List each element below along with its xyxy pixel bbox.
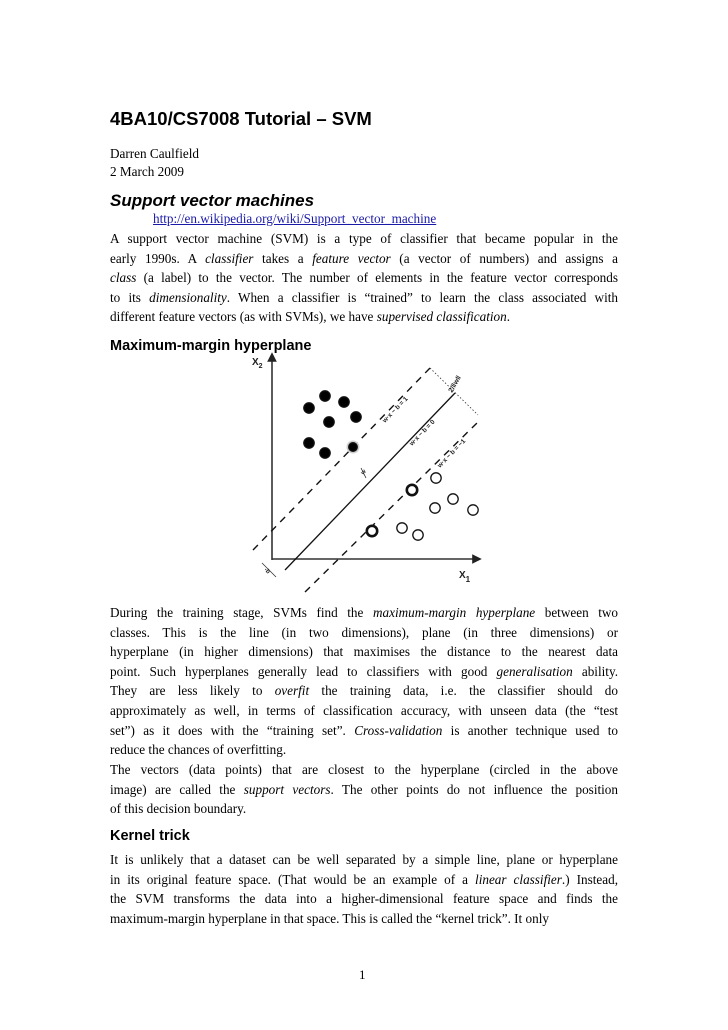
- paragraph-kernel-trick: [110, 850, 618, 928]
- offset-label: -b: [262, 567, 271, 576]
- date: 2 March 2009: [110, 164, 184, 179]
- text-line: During the training stage, SVMs find the maximum-margin hyperplane between two: [110, 605, 619, 620]
- text-line: classes. This is the line (in two dimensions), plane (in three dimensions) or: [110, 624, 618, 640]
- text-line: in its original feature space. (That would be an example of a linear classifier.) Instead,: [110, 871, 618, 887]
- data-point: [339, 397, 349, 407]
- text-line: different feature vectors (as with SVMs), we have supervised classification.: [110, 309, 511, 325]
- text-line: set”) as it does with the “training set”. Cross-validation is another technique used to: [110, 722, 618, 738]
- support-vector-point: [407, 485, 417, 495]
- author: Darren Caulfield: [110, 146, 199, 161]
- upper-margin-label: w·x − b = 1: [381, 395, 410, 425]
- data-point: [431, 473, 441, 483]
- text-line: They are less likely to overfit the training data, i.e. the classifier should do: [110, 683, 618, 699]
- hyperplane-label: w·x − b = 0: [408, 418, 437, 448]
- x-axis-label: $X_1$: [459, 570, 471, 584]
- data-point: [413, 530, 423, 540]
- data-point: [324, 417, 334, 427]
- support-vector-point: [349, 443, 358, 452]
- svm-margin-diagram: [230, 350, 500, 600]
- heading-maximum-margin-hyperplane: Maximum-margin hyperplane: [110, 338, 312, 354]
- data-point: [397, 523, 407, 533]
- text-line: class (a label) to the vector. The number of elements in the feature vector corresponds: [110, 270, 618, 286]
- text-line: It is unlikely that a dataset can be well separated by a simple line, plane or hyperplane: [110, 852, 618, 867]
- data-point: [304, 403, 314, 413]
- normal-vector-label: w: [360, 468, 368, 477]
- heading-support-vector-machines: Support vector machines: [110, 191, 315, 210]
- text-line: reduce the chances of overfitting.: [110, 742, 287, 758]
- paragraph-support-vectors: [110, 760, 618, 819]
- text-line: to its dimensionality. When a classifier is “trained” to learn the class associated with: [110, 289, 618, 305]
- text-line: early 1990s. A classifier takes a feature vector (a vector of numbers) and assigns a: [110, 250, 618, 266]
- text-line: of this decision boundary.: [110, 801, 247, 817]
- support-vector-point: [367, 526, 377, 536]
- data-point: [468, 505, 478, 515]
- heading-kernel-trick: Kernel trick: [110, 828, 190, 844]
- data-point: [430, 503, 440, 513]
- data-point: [320, 448, 330, 458]
- wikipedia-link[interactable]: http://en.wikipedia.org/wiki/Support_vector_machine: [153, 211, 437, 226]
- text-line: image) are called the support vectors. The other points do not influence the position: [110, 781, 618, 797]
- text-line: The vectors (data points) that are closest to the hyperplane (circled in the above: [110, 762, 618, 777]
- class-filled-support-vectors: [347, 441, 360, 454]
- text-line: point. Such hyperplanes generally lead to classifiers with good generalisation ability.: [110, 663, 618, 679]
- class-open-support-vectors: [367, 485, 417, 536]
- text-line: A support vector machine (SVM) is a type of classifier that became popular in the: [110, 231, 618, 246]
- lower-margin-label: w·x − b = −1: [436, 437, 468, 470]
- text-line: maximum-margin hyperplane in that space. This is called the “kernel trick”. It only: [110, 910, 549, 926]
- margin-width-label: 2/‖w‖: [447, 374, 463, 394]
- data-point: [320, 391, 330, 401]
- data-point: [304, 438, 314, 448]
- data-point: [351, 412, 361, 422]
- text-line: hyperplane (in higher dimensions) that maximises the distance to the nearest data: [110, 644, 618, 660]
- document-title: 4BA10/CS7008 Tutorial – SVM: [110, 108, 372, 129]
- paragraph-training-stage: [110, 603, 618, 760]
- data-point: [448, 494, 458, 504]
- text-line: approximately as well, in terms of classification accuracy, with unseen data (the “test: [110, 702, 618, 718]
- page-number: 1: [359, 967, 366, 982]
- y-axis-label: $X_2$: [252, 357, 263, 370]
- class-open-points: [397, 473, 478, 540]
- text-line: the SVM transforms the data into a higher-dimensional feature space and finds the: [110, 891, 618, 907]
- paragraph-svm-intro: [110, 229, 618, 327]
